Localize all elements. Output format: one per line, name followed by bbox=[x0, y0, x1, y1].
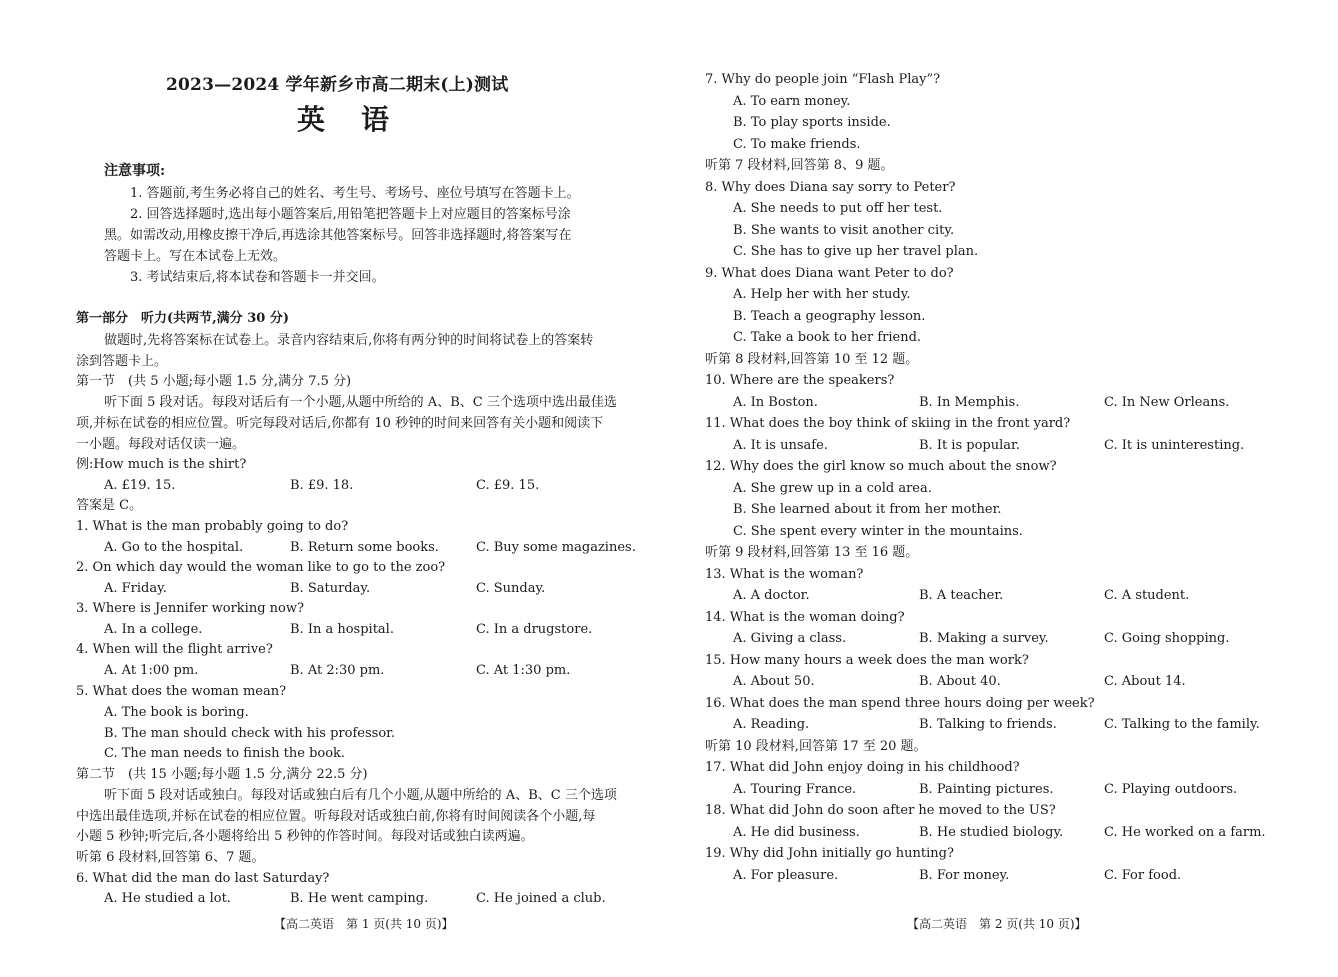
question-16: 16. What does the man spend three hours doing per week? bbox=[705, 696, 1095, 711]
notice-line-3: 黑。如需改动,用橡皮擦干净后,再选涂其他答案标号。回答非选择题时,将答案写在 bbox=[104, 228, 572, 243]
part1-instruction-1: 做题时,先将答案标在试卷上。录音内容结束后,你将有两分钟的时间将试卷上的答案转 bbox=[104, 333, 594, 348]
q7-option-a: A. To earn money. bbox=[733, 94, 851, 109]
example-option-a: A. £19. 15. bbox=[104, 478, 176, 493]
notice-line-1: 1. 答题前,考生务必将自己的姓名、考生号、考场号、座位号填写在答题卡上。 bbox=[130, 186, 580, 201]
q10-option-a: A. In Boston. bbox=[733, 395, 818, 410]
q16-option-a: A. Reading. bbox=[733, 717, 810, 732]
q3-option-b: B. In a hospital. bbox=[290, 622, 394, 637]
q5-option-b: B. The man should check with his professor. bbox=[104, 726, 396, 741]
example-question: 例:How much is the shirt? bbox=[76, 457, 247, 472]
q15-option-b: B. About 40. bbox=[919, 674, 1001, 689]
q6-option-a: A. He studied a lot. bbox=[104, 891, 231, 906]
q15-option-c: C. About 14. bbox=[1104, 674, 1186, 689]
q5-option-c: C. The man needs to finish the book. bbox=[104, 746, 346, 761]
q8-option-b: B. She wants to visit another city. bbox=[733, 223, 955, 238]
q7-option-c: C. To make friends. bbox=[733, 137, 861, 152]
part1-heading: 第一部分 听力(共两节,满分 30 分) bbox=[76, 311, 289, 326]
section1-heading: 第一节 (共 5 小题;每小题 1.5 分,满分 7.5 分) bbox=[76, 374, 352, 389]
q2-option-c: C. Sunday. bbox=[476, 581, 546, 596]
q18-option-b: B. He studied biology. bbox=[919, 825, 1064, 840]
q15-option-a: A. About 50. bbox=[733, 674, 815, 689]
section1-instruction-1: 听下面 5 段对话。每段对话后有一个小题,从题中所给的 A、B、C 三个选项中选出最佳选 bbox=[104, 395, 617, 410]
notice-line-5: 3. 考试结束后,将本试卷和答题卡一并交回。 bbox=[130, 270, 385, 285]
example-answer: 答案是 C。 bbox=[76, 498, 143, 513]
q3-option-a: A. In a college. bbox=[104, 622, 203, 637]
question-3: 3. Where is Jennifer working now? bbox=[76, 601, 304, 616]
q9-option-b: B. Teach a geography lesson. bbox=[733, 309, 926, 324]
q12-option-b: B. She learned about it from her mother. bbox=[733, 502, 1002, 517]
q2-option-a: A. Friday. bbox=[104, 581, 167, 596]
question-10: 10. Where are the speakers? bbox=[705, 373, 895, 388]
q6-option-b: B. He went camping. bbox=[290, 891, 429, 906]
q17-option-b: B. Painting pictures. bbox=[919, 782, 1054, 797]
example-option-b: B. £9. 18. bbox=[290, 478, 354, 493]
q14-option-b: B. Making a survey. bbox=[919, 631, 1049, 646]
exam-title: 2023—2024 学年新乡市高二期末(上)测试 bbox=[166, 75, 509, 95]
q8-option-a: A. She needs to put off her test. bbox=[733, 201, 943, 216]
part1-instruction-2: 涂到答题卡上。 bbox=[76, 354, 168, 369]
question-8: 8. Why does Diana say sorry to Peter? bbox=[705, 180, 956, 195]
q7-option-b: B. To play sports inside. bbox=[733, 115, 891, 130]
exam-page-2 bbox=[669, 0, 1338, 977]
q10-option-c: C. In New Orleans. bbox=[1104, 395, 1230, 410]
q9-option-c: C. Take a book to her friend. bbox=[733, 330, 922, 345]
listen-material-10: 听第 10 段材料,回答第 17 至 20 题。 bbox=[705, 739, 927, 754]
q16-option-c: C. Talking to the family. bbox=[1104, 717, 1260, 732]
question-13: 13. What is the woman? bbox=[705, 567, 864, 582]
question-19: 19. Why did John initially go hunting? bbox=[705, 846, 954, 861]
question-5: 5. What does the woman mean? bbox=[76, 684, 287, 699]
q3-option-c: C. In a drugstore. bbox=[476, 622, 593, 637]
page-footer-1: 【高二英语 第 1 页(共 10 页)】 bbox=[274, 917, 454, 931]
section2-instruction-1: 听下面 5 段对话或独白。每段对话或独白后有几个小题,从题中所给的 A、B、C 三个选项 bbox=[104, 788, 617, 803]
question-14: 14. What is the woman doing? bbox=[705, 610, 905, 625]
section1-instruction-3: 一小题。每段对话仅读一遍。 bbox=[76, 437, 246, 452]
notice-heading: 注意事项: bbox=[104, 163, 166, 179]
listen-material-8: 听第 8 段材料,回答第 10 至 12 题。 bbox=[705, 352, 919, 367]
question-1: 1. What is the man probably going to do? bbox=[76, 519, 349, 534]
question-11: 11. What does the boy think of skiing in the front yard? bbox=[705, 416, 1071, 431]
q18-option-c: C. He worked on a farm. bbox=[1104, 825, 1266, 840]
q5-option-a: A. The book is boring. bbox=[104, 705, 249, 720]
listen-material-9: 听第 9 段材料,回答第 13 至 16 题。 bbox=[705, 545, 919, 560]
q19-option-b: B. For money. bbox=[919, 868, 1010, 883]
notice-line-2: 2. 回答选择题时,选出每小题答案后,用铅笔把答题卡上对应题目的答案标号涂 bbox=[130, 207, 571, 222]
q4-option-a: A. At 1:00 pm. bbox=[104, 663, 199, 678]
section2-heading: 第二节 (共 15 小题;每小题 1.5 分,满分 22.5 分) bbox=[76, 767, 368, 782]
q1-option-a: A. Go to the hospital. bbox=[104, 540, 244, 555]
question-7: 7. Why do people join “Flash Play”? bbox=[705, 72, 941, 87]
question-2: 2. On which day would the woman like to go to the zoo? bbox=[76, 560, 446, 575]
section2-instruction-3: 小题 5 秒钟;听完后,各小题将给出 5 秒钟的作答时间。每段对话或独白读两遍。 bbox=[76, 829, 534, 844]
q16-option-b: B. Talking to friends. bbox=[919, 717, 1057, 732]
q12-option-a: A. She grew up in a cold area. bbox=[733, 481, 932, 496]
section2-instruction-2: 中选出最佳选项,并标在试卷的相应位置。听每段对话或独白前,你将有时间阅读各个小题,每 bbox=[76, 809, 596, 824]
q12-option-c: C. She spent every winter in the mountains. bbox=[733, 524, 1023, 539]
q1-option-c: C. Buy some magazines. bbox=[476, 540, 636, 555]
q13-option-c: C. A student. bbox=[1104, 588, 1190, 603]
example-option-c: C. £9. 15. bbox=[476, 478, 540, 493]
subject-title: 英语 bbox=[297, 103, 426, 136]
page-footer-2: 【高二英语 第 2 页(共 10 页)】 bbox=[907, 917, 1087, 931]
q14-option-a: A. Giving a class. bbox=[733, 631, 847, 646]
q8-option-c: C. She has to give up her travel plan. bbox=[733, 244, 979, 259]
q11-option-c: C. It is uninteresting. bbox=[1104, 438, 1245, 453]
q13-option-a: A. A doctor. bbox=[733, 588, 810, 603]
question-17: 17. What did John enjoy doing in his childhood? bbox=[705, 760, 1020, 775]
section1-instruction-2: 项,并标在试卷的相应位置。听完每段对话后,你都有 10 秒钟的时间来回答有关小题和阅读下 bbox=[76, 416, 604, 431]
question-15: 15. How many hours a week does the man work? bbox=[705, 653, 1029, 668]
q6-option-c: C. He joined a club. bbox=[476, 891, 606, 906]
notice-line-4: 答题卡上。写在本试卷上无效。 bbox=[104, 249, 287, 264]
question-18: 18. What did John do soon after he moved to the US? bbox=[705, 803, 1056, 818]
q19-option-a: A. For pleasure. bbox=[733, 868, 839, 883]
q14-option-c: C. Going shopping. bbox=[1104, 631, 1230, 646]
question-12: 12. Why does the girl know so much about the snow? bbox=[705, 459, 1057, 474]
q11-option-b: B. It is popular. bbox=[919, 438, 1020, 453]
q4-option-b: B. At 2:30 pm. bbox=[290, 663, 385, 678]
question-9: 9. What does Diana want Peter to do? bbox=[705, 266, 954, 281]
q4-option-c: C. At 1:30 pm. bbox=[476, 663, 571, 678]
q19-option-c: C. For food. bbox=[1104, 868, 1182, 883]
q1-option-b: B. Return some books. bbox=[290, 540, 439, 555]
q18-option-a: A. He did business. bbox=[733, 825, 860, 840]
q11-option-a: A. It is unsafe. bbox=[733, 438, 828, 453]
question-6: 6. What did the man do last Saturday? bbox=[76, 871, 330, 886]
listen-material-7: 听第 7 段材料,回答第 8、9 题。 bbox=[705, 158, 894, 173]
q9-option-a: A. Help her with her study. bbox=[733, 287, 911, 302]
q2-option-b: B. Saturday. bbox=[290, 581, 371, 596]
q17-option-a: A. Touring France. bbox=[733, 782, 857, 797]
q13-option-b: B. A teacher. bbox=[919, 588, 1004, 603]
q10-option-b: B. In Memphis. bbox=[919, 395, 1020, 410]
q17-option-c: C. Playing outdoors. bbox=[1104, 782, 1238, 797]
listen-material-6: 听第 6 段材料,回答第 6、7 题。 bbox=[76, 850, 265, 865]
question-4: 4. When will the flight arrive? bbox=[76, 642, 273, 657]
